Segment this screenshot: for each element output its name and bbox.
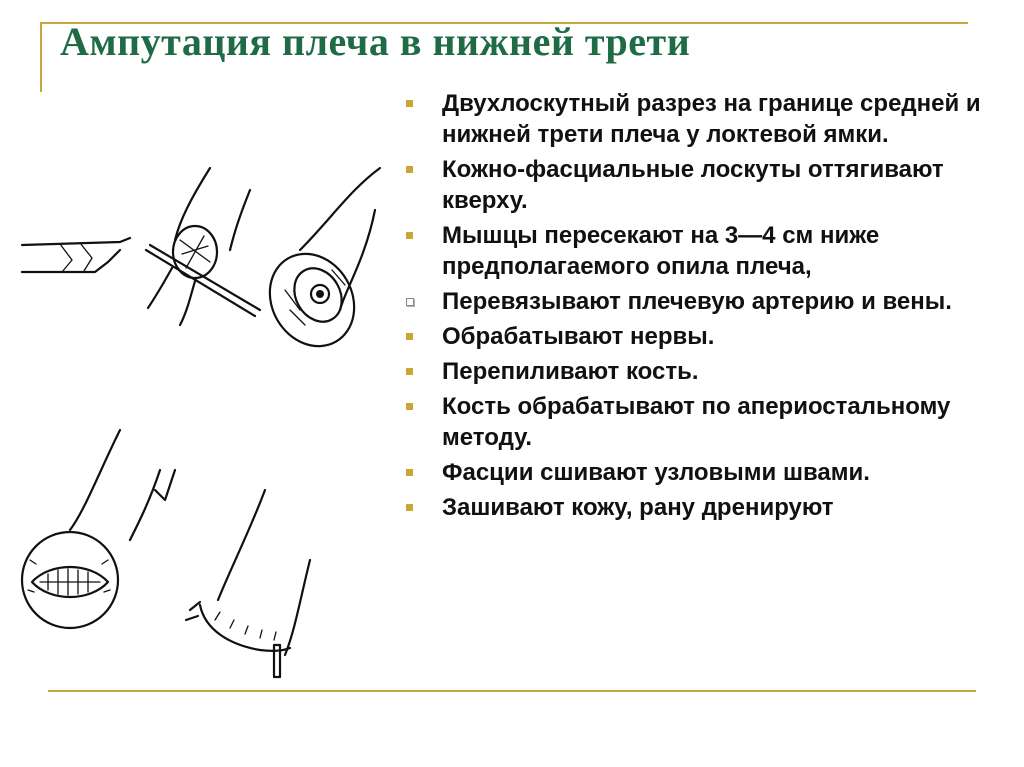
slide-title: Ампутация плеча в нижней трети	[60, 19, 691, 64]
square-bullet-icon	[406, 166, 413, 173]
bullet-item	[400, 88, 1020, 150]
bullet-item	[400, 321, 1020, 352]
surgical-illustrations	[0, 150, 400, 690]
stump-opening-figure	[253, 168, 380, 362]
bullet-item	[400, 356, 1020, 387]
bullet-text: Кость обрабатывают по апериостальному методу.	[442, 393, 951, 451]
bullet-text: Фасции сшивают узловыми швами.	[442, 459, 870, 486]
bullet-item	[400, 391, 1020, 453]
bullet-text: Зашивают кожу, рану дренируют	[442, 494, 834, 521]
left-divider	[40, 22, 42, 92]
final-stump-figure	[186, 490, 310, 677]
bullet-item	[400, 286, 1020, 317]
bullet-item	[400, 457, 1020, 488]
incision-line-figure	[22, 238, 130, 272]
bullet-text: Обрабатывают нервы.	[442, 323, 715, 350]
bullet-text: Мышцы пересекают на 3—4 см ниже предполагаемого опила плеча,	[442, 222, 880, 280]
muscle-cutting-figure	[146, 168, 260, 325]
bullet-text: Перевязывают плечевую артерию и вены.	[442, 288, 952, 315]
bullet-item	[400, 154, 1020, 216]
square-bullet-icon	[406, 232, 413, 239]
bullet-text: Двухлоскутный разрез на границе средней и нижней трети плеча у локтевой ямки.	[442, 90, 981, 148]
hollow-square-bullet-icon	[406, 298, 414, 306]
square-bullet-icon	[406, 100, 413, 107]
bullet-item	[400, 492, 1020, 523]
bullet-text: Перепиливают кость.	[442, 358, 699, 385]
illustration-canvas	[0, 150, 400, 690]
bullet-list	[400, 88, 1020, 527]
square-bullet-icon	[406, 403, 413, 410]
suture-stump-figure	[22, 430, 175, 628]
bullet-item	[400, 220, 1020, 282]
square-bullet-icon	[406, 368, 413, 375]
bottom-divider	[48, 690, 976, 692]
square-bullet-icon	[406, 504, 413, 511]
bullet-text: Кожно-фасциальные лоскуты оттягивают кверху.	[442, 156, 944, 214]
square-bullet-icon	[406, 469, 413, 476]
square-bullet-icon	[406, 333, 413, 340]
